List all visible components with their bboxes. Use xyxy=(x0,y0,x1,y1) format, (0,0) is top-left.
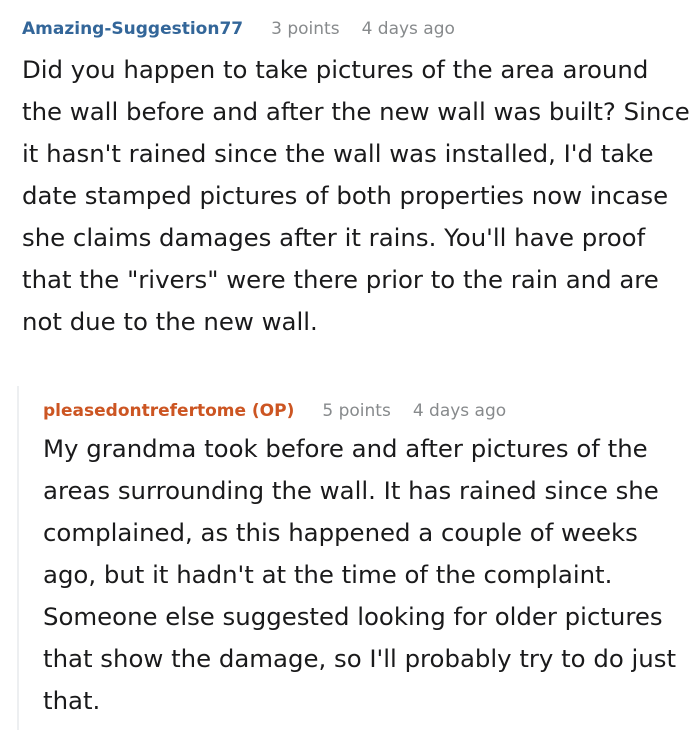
reply-meta xyxy=(43,396,698,426)
comment xyxy=(22,14,694,343)
reply-comment xyxy=(43,396,698,722)
comment-points: 3 points xyxy=(271,19,340,39)
comment-body: Did you happen to take pictures of the area around the wall before and after the new wall was built? Since it hasn't rained since the wall was installed, I'd take date stamped pictures of both properties now incase she claims damages after it rains. You'll have proof that the "rivers" were there prior to the rain and are not due to the new wall. xyxy=(22,55,690,336)
thread-line[interactable] xyxy=(17,386,19,730)
comment-timestamp[interactable]: 4 days ago xyxy=(361,19,455,39)
reply-thread xyxy=(0,386,700,730)
comment-meta xyxy=(22,14,694,44)
reply-body: My grandma took before and after pictures of the areas surrounding the wall. It has rained since she complained, as this happened a couple of weeks ago, but it hadn't at the time of the complaint. Someone else suggested looking for older pictures that show the damage, so I'll probably try to do just that. xyxy=(43,434,677,715)
comment-author-link[interactable]: Amazing-Suggestion77 xyxy=(22,19,244,39)
reply-author-link[interactable]: pleasedontrefertome (OP) xyxy=(43,401,295,421)
reply-points: 5 points xyxy=(322,401,391,421)
reply-timestamp[interactable]: 4 days ago xyxy=(412,401,507,421)
